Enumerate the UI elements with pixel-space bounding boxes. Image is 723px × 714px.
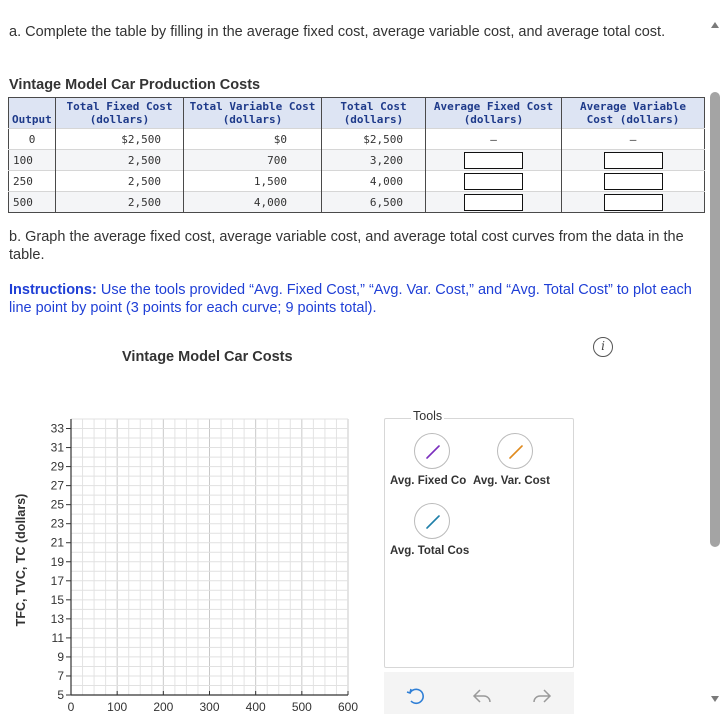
col-header-tvc-line2: (dollars) [222, 113, 283, 126]
y-tick-label: 33 [50, 421, 64, 436]
col-header-avc-line2: Cost (dollars) [586, 113, 680, 126]
cell-tvc: 1,500 [184, 171, 322, 192]
cell-output: 250 [9, 171, 56, 192]
x-tick-label: 300 [199, 700, 220, 714]
pencil-line-icon[interactable] [414, 433, 450, 469]
cell-tc: $2,500 [322, 129, 426, 150]
table-title: Vintage Model Car Production Costs [9, 77, 261, 93]
cell-avc [562, 192, 705, 213]
cell-tc: 3,200 [322, 150, 426, 171]
x-tick-label: 0 [67, 700, 75, 714]
tool-avg-total-cost[interactable] [390, 503, 474, 557]
cell-afc: – [426, 129, 562, 150]
x-tick-label: 100 [107, 700, 128, 714]
y-tick-label: 21 [50, 535, 64, 550]
graph-title: Vintage Model Car Costs [122, 349, 293, 365]
undo-icon[interactable] [470, 684, 494, 708]
cell-afc [426, 171, 562, 192]
x-tick-label: 500 [291, 700, 312, 714]
afc-input[interactable] [464, 152, 523, 169]
y-tick-label: 17 [50, 573, 64, 588]
cell-avc: – [562, 129, 705, 150]
col-header-tvc-line1: Total Variable Cost [189, 100, 316, 113]
cell-tfc: 2,500 [56, 171, 184, 192]
afc-input[interactable] [464, 173, 523, 190]
tool-avg-var-cost[interactable] [473, 433, 557, 487]
y-tick-label: 29 [50, 459, 64, 474]
y-tick-label: 13 [50, 611, 64, 626]
cell-tfc: 2,500 [56, 150, 184, 171]
scroll-thumb[interactable] [710, 92, 720, 547]
scroll-down-icon[interactable] [711, 696, 719, 702]
col-header-afc-line2: (dollars) [463, 113, 524, 126]
reset-icon[interactable] [404, 684, 428, 708]
cell-avc [562, 171, 705, 192]
pencil-line-icon[interactable] [414, 503, 450, 539]
col-header-tvc [184, 98, 322, 129]
instructions-label: Instructions: [9, 282, 97, 298]
scrollbar[interactable] [707, 0, 723, 714]
instructions-text: Use the tools provided “Avg. Fixed Cost,” “Avg. Var. Cost,” and “Avg. Total Cost” to plot each line point by point (3 points for each curve; 9 points total). [9, 282, 692, 316]
y-tick-label: 5 [57, 688, 64, 702]
col-header-output-label: Output [12, 113, 52, 126]
cell-afc [426, 192, 562, 213]
instructions [9, 281, 699, 317]
pencil-line-icon[interactable] [497, 433, 533, 469]
tool-label: Avg. Var. Cost [473, 475, 550, 487]
y-tick-label: 23 [50, 516, 64, 531]
y-axis-label: TFC, TVC, TC (dollars) [14, 493, 28, 627]
x-tick-label: 200 [153, 700, 174, 714]
x-tick-label: 400 [245, 700, 266, 714]
cell-output: 0 [9, 129, 56, 150]
cost-table [8, 97, 705, 213]
info-icon[interactable]: i [593, 337, 613, 357]
cell-tvc: 4,000 [184, 192, 322, 213]
table-row [9, 150, 705, 171]
redo-icon[interactable] [530, 684, 554, 708]
scroll-up-icon[interactable] [711, 22, 719, 28]
y-tick-labels [51, 422, 65, 702]
cell-output: 500 [9, 192, 56, 213]
tools-panel [384, 409, 574, 668]
cell-afc [426, 150, 562, 171]
y-tick-label: 27 [50, 478, 64, 493]
y-tick-label: 11 [51, 630, 64, 645]
cell-tfc: $2,500 [56, 129, 184, 150]
table-row [9, 171, 705, 192]
col-header-tc [322, 98, 426, 129]
cell-tc: 6,500 [322, 192, 426, 213]
col-header-afc [426, 98, 562, 129]
col-header-tfc-line1: Total Fixed Cost [66, 100, 173, 113]
x-tick-label: 600 [337, 700, 359, 714]
cell-tc: 4,000 [322, 171, 426, 192]
y-tick-label: 9 [57, 649, 64, 664]
tool-label: Avg. Total Cos [390, 545, 470, 557]
tool-label: Avg. Fixed Co [390, 475, 467, 487]
cell-tvc: 700 [184, 150, 322, 171]
cell-output: 100 [9, 150, 56, 171]
col-header-tc-line2: (dollars) [343, 113, 404, 126]
graph-canvas[interactable] [0, 405, 380, 714]
axes [66, 419, 348, 695]
table-row [9, 129, 705, 150]
y-tick-label: 25 [50, 497, 64, 512]
y-tick-label: 7 [57, 668, 64, 683]
col-header-output [9, 98, 56, 129]
action-bar [384, 672, 574, 714]
question-a-text: a. Complete the table by filling in the average fixed cost, average variable cost, and average total cost. [9, 24, 666, 40]
avc-input[interactable] [604, 194, 663, 211]
tool-avg-fixed-cost[interactable] [390, 433, 474, 487]
col-header-tfc [56, 98, 184, 129]
y-tick-label: 19 [50, 554, 64, 569]
cell-tfc: 2,500 [56, 192, 184, 213]
y-tick-label: 31 [50, 440, 64, 455]
question-b-text: b. Graph the average fixed cost, average variable cost, and average total cost curves from the data in the table. [9, 229, 684, 263]
col-header-avc-line1: Average Variable [580, 100, 686, 113]
table-row [9, 192, 705, 213]
y-tick-label: 15 [50, 592, 64, 607]
col-header-afc-line1: Average Fixed Cost [433, 100, 554, 113]
avc-input[interactable] [604, 173, 663, 190]
col-header-tc-line1: Total Cost [340, 100, 407, 113]
afc-input[interactable] [464, 194, 523, 211]
table-header-row [9, 98, 705, 129]
avc-input[interactable] [604, 152, 663, 169]
tools-title: Tools [413, 409, 443, 423]
cell-tvc: $0 [184, 129, 322, 150]
cell-avc [562, 150, 705, 171]
grid-lines [71, 419, 348, 695]
col-header-tfc-line2: (dollars) [89, 113, 150, 126]
x-tick-labels [68, 700, 359, 714]
col-header-avc [562, 98, 705, 129]
